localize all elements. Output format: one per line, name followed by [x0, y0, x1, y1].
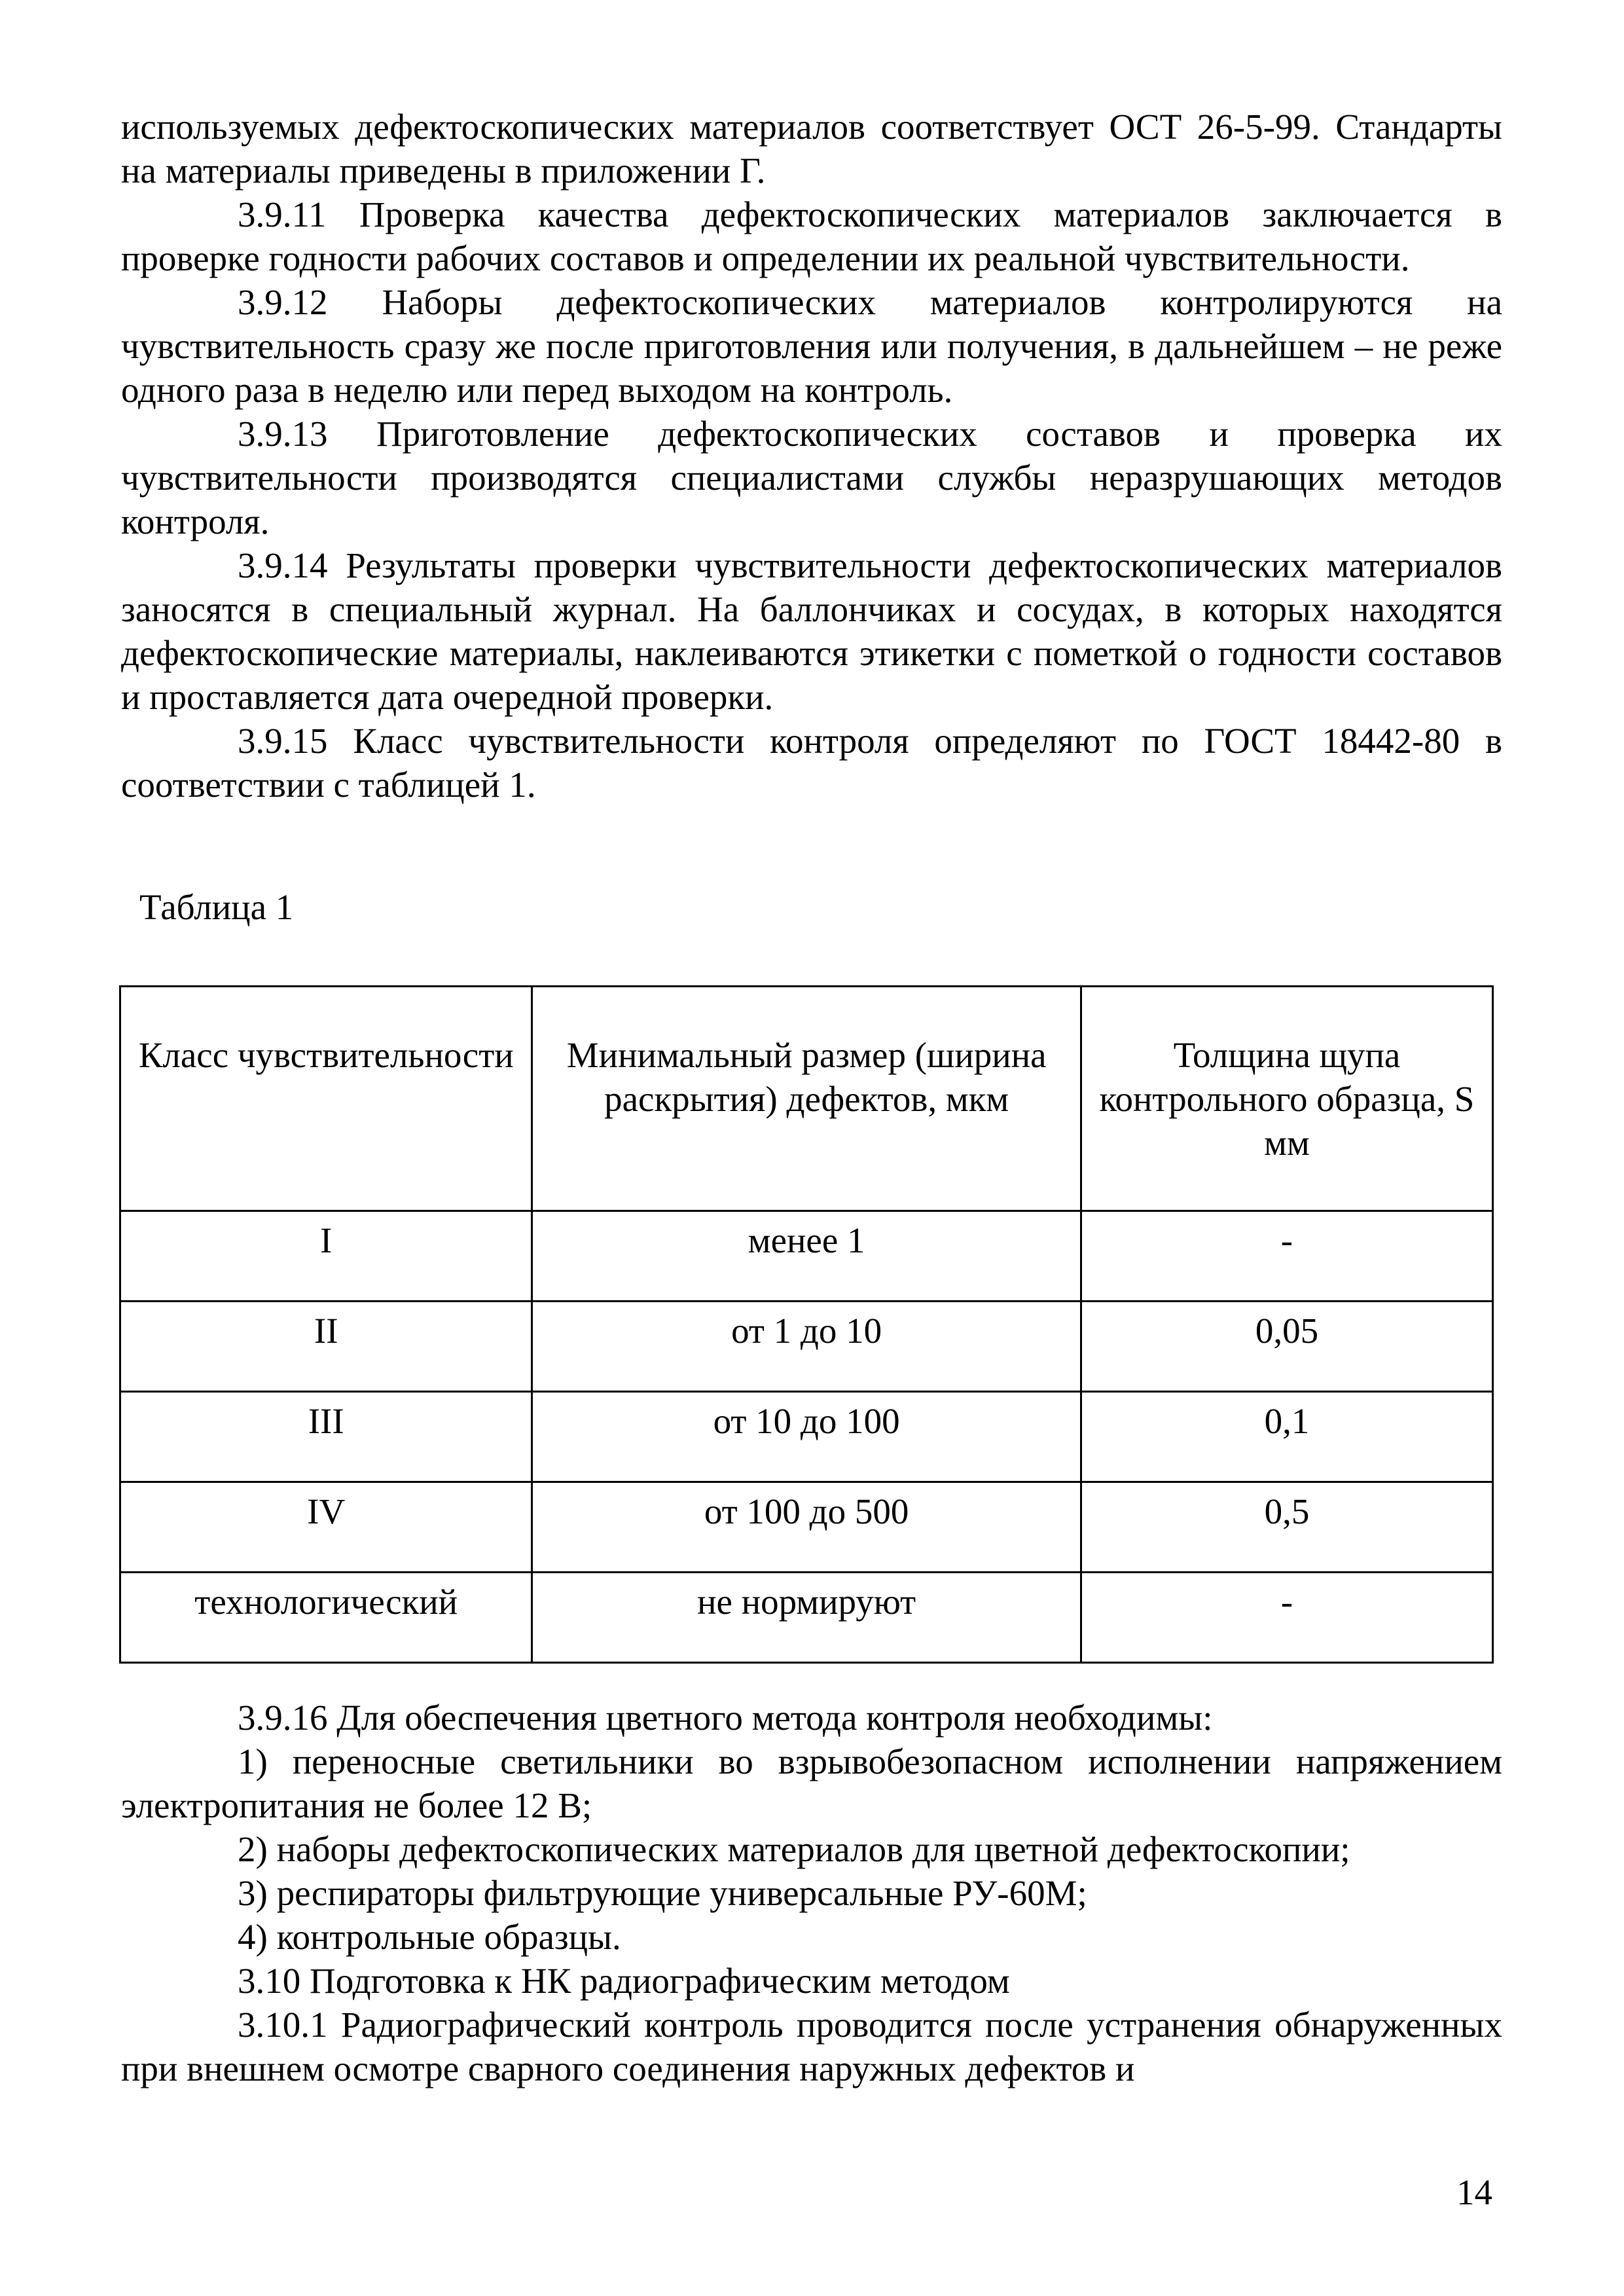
table-row	[120, 1211, 1493, 1302]
table-row	[120, 1302, 1493, 1392]
header-sensitivity-class: Класс чувствительности	[120, 987, 532, 1211]
list-item: 2) наборы дефектоскопических материалов для цветной дефектоскопии;	[238, 1829, 1350, 1869]
cell-class: IV	[120, 1482, 532, 1573]
paragraph-3-9-11: 3.9.11 Проверка качества дефектоскопических материалов заключается в проверке годности рабочих составов и определении их реальной чувствительности.	[121, 194, 1502, 278]
cell-size: от 10 до 100	[532, 1392, 1081, 1482]
cell-size: не нормируют	[532, 1573, 1081, 1663]
paragraph-3-9-13: 3.9.13 Приготовление дефектоскопических составов и проверка их чувствительности производятся специалистами службы неразрушающих методов контроля.	[121, 414, 1502, 541]
header-probe-thickness: Толщина щупа контрольного образца, S мм	[1081, 987, 1492, 1211]
table-header-row	[120, 987, 1493, 1211]
table-row	[120, 1392, 1493, 1482]
list-item: 4) контрольные образцы.	[238, 1917, 621, 1957]
cell-class: III	[120, 1392, 532, 1482]
cell-size: от 100 до 500	[532, 1482, 1081, 1573]
paragraph-3-9-16: 3.9.16 Для обеспечения цветного метода контроля необходимы:	[238, 1698, 1213, 1738]
top-text-block	[121, 105, 1502, 807]
table-row	[120, 1482, 1493, 1573]
page-number: 14	[1456, 2172, 1492, 2212]
cell-thickness: -	[1081, 1211, 1492, 1302]
section-heading-3-10: 3.10 Подготовка к НК радиографическим методом	[238, 1961, 1010, 2001]
cell-thickness: 0,05	[1081, 1302, 1492, 1392]
paragraph-3-9-15: 3.9.15 Класс чувствительности контроля определяют по ГОСТ 18442-80 в соответствии с таблицей 1.	[121, 721, 1502, 805]
sensitivity-class-table	[119, 985, 1494, 1664]
cell-size: от 1 до 10	[532, 1302, 1081, 1392]
table-caption: Таблица 1	[139, 887, 294, 927]
paragraph-3-9-14: 3.9.14 Результаты проверки чувствительности дефектоскопических материалов заносятся в специальный журнал. На баллончиках и сосудах, в которых находятся дефектоскопические материалы, наклеиваются этикетки с пометкой о годности составов и проставляется дата очередной проверки.	[121, 545, 1502, 717]
cell-class: I	[120, 1211, 532, 1302]
cell-size: менее 1	[532, 1211, 1081, 1302]
paragraph-3-10-1: 3.10.1 Радиографический контроль проводится после устранения обнаруженных при внешнем осмотре сварного соединения наружных дефектов и	[121, 2005, 1502, 2088]
list-item: 1) переносные светильники во взрывобезопасном исполнении напряжением электропитания не более 12 В;	[121, 1741, 1502, 1825]
paragraph-3-9-12: 3.9.12 Наборы дефектоскопических материалов контролируются на чувствительность сразу же после приготовления или получения, в дальнейшем – не реже одного раза в неделю или перед выходом на контроль.	[121, 282, 1502, 410]
cell-class: технологический	[120, 1573, 532, 1663]
cell-thickness: 0,1	[1081, 1392, 1492, 1482]
paragraph-continuation: используемых дефектоскопических материалов соответствует ОСТ 26-5-99. Стандарты на материалы приведены в приложении Г.	[121, 107, 1502, 191]
cell-thickness: 0,5	[1081, 1482, 1492, 1573]
cell-class: II	[120, 1302, 532, 1392]
header-min-defect-size: Минимальный размер (ширина раскрытия) дефектов, мкм	[532, 987, 1081, 1211]
cell-thickness: -	[1081, 1573, 1492, 1663]
list-item: 3) респираторы фильтрующие универсальные РУ-60М;	[238, 1873, 1087, 1913]
table-row	[120, 1573, 1493, 1663]
bottom-text-block	[121, 1696, 1502, 2090]
